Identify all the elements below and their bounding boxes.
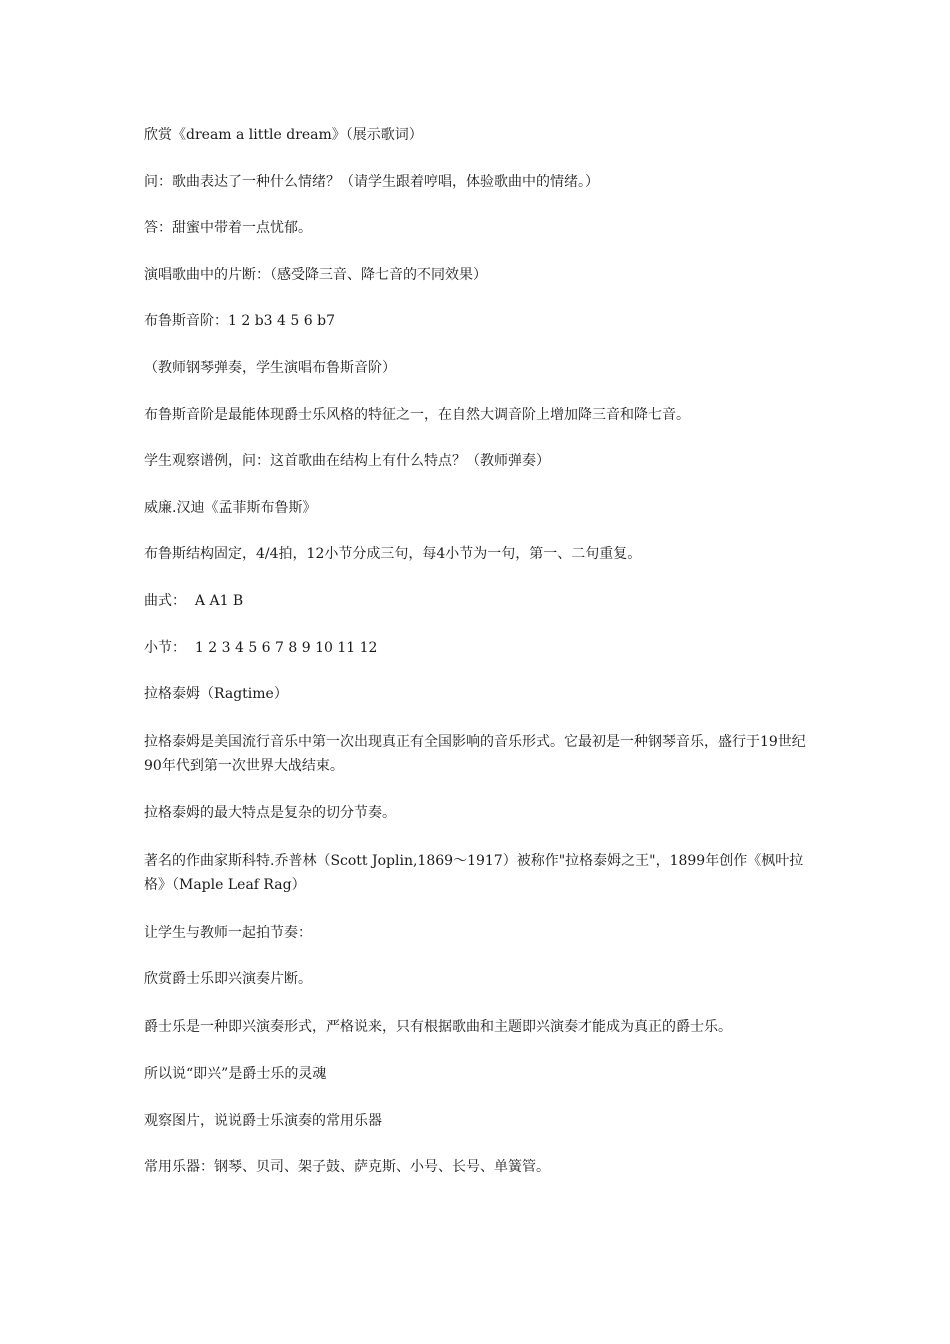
paragraph-blues-scale-feature: 布鲁斯音阶是最能体现爵士乐风格的特征之一，在自然大调音阶上增加降三音和降七音。 [144,406,690,423]
paragraph-bars: 小节： 1 2 3 4 5 6 7 8 9 10 11 12 [144,639,378,656]
paragraph-appreciate-song: 欣赏《dream a little dream》（展示歌词） [144,127,423,143]
paragraph-jazz-improvisation: 爵士乐是一种即兴演奏形式，严格说来，只有根据歌曲和主题即兴演奏才能成为真正的爵士乐。 [144,1018,732,1035]
paragraph-improv-soul: 所以说“即兴”是爵士乐的灵魂 [144,1066,327,1083]
paragraph-clap-rhythm: 让学生与教师一起拍节奏： [144,924,312,941]
paragraph-memphis-blues: 威廉.汉迪《孟菲斯布鲁斯》 [144,499,317,516]
paragraph-teacher-piano: （教师钢琴弹奏，学生演唱布鲁斯音阶） [144,359,396,376]
paragraph-scott-joplin: 著名的作曲家斯科特.乔普林（Scott Joplin,1869～1917）被称作"拉格泰姆之王"，1899年创作《枫叶拉格》（Maple Leaf Rag） [144,852,804,893]
paragraph-question-emotion: 问：歌曲表达了一种什么情绪？（请学生跟着哼唱，体验歌曲中的情绪。） [144,173,599,190]
paragraph-blues-scale: 布鲁斯音阶：1 2 b3 4 5 6 b7 [144,313,335,330]
paragraph-ragtime-heading: 拉格泰姆（Ragtime） [144,686,288,703]
paragraph-ragtime-feature: 拉格泰姆的最大特点是复杂的切分节奏。 [144,805,396,822]
paragraph-sing-fragment: 演唱歌曲中的片断：（感受降三音、降七音的不同效果） [144,266,487,283]
document-body [144,124,814,1203]
paragraph-form: 曲式： A A1 B [144,592,244,609]
paragraph-observe-picture: 观察图片，说说爵士乐演奏的常用乐器 [144,1112,382,1129]
paragraph-ragtime-intro: 拉格泰姆是美国流行音乐中第一次出现真正有全国影响的音乐形式。它最初是一种钢琴音乐，盛行于19世纪90年代到第一次世界大战结束。 [144,733,806,774]
paragraph-common-instruments: 常用乐器：钢琴、贝司、架子鼓、萨克斯、小号、长号、单簧管。 [144,1159,550,1176]
paragraph-observe-score: 学生观察谱例，问：这首歌曲在结构上有什么特点？（教师弹奏） [144,453,550,470]
paragraph-appreciate-improv: 欣赏爵士乐即兴演奏片断。 [144,971,312,988]
paragraph-blues-structure: 布鲁斯结构固定，4/4拍，12小节分成三句，每4小节为一句，第一、二句重复。 [144,546,642,563]
paragraph-answer-emotion: 答：甜蜜中带着一点忧郁。 [144,220,312,237]
